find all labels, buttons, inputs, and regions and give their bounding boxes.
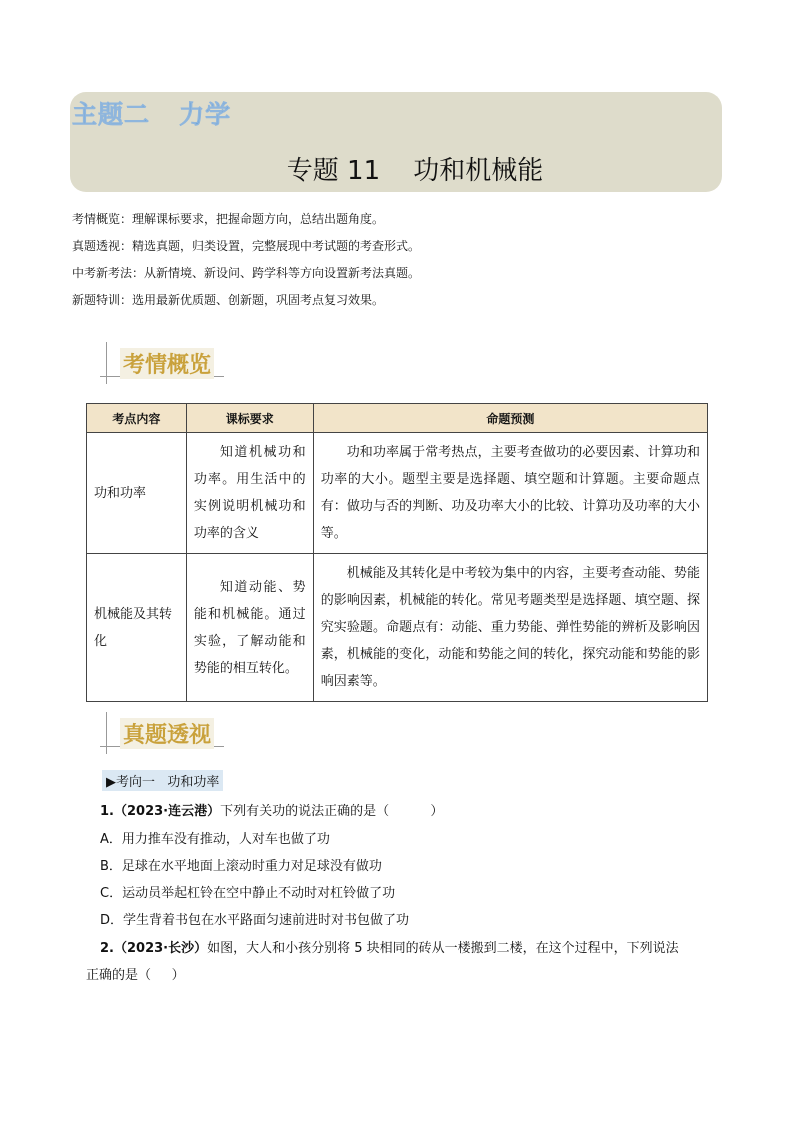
question-2 [100,937,679,956]
table-header-row [87,404,708,433]
requirement-cell: 知道动能、势能和机械能。通过实验，了解动能和势能的相互转化。 [186,554,313,702]
topic-cell: 功和功率 [87,433,187,554]
column-header: 课标要求 [186,404,313,433]
question-stem-continued: 正确的是（ ） [86,968,185,983]
question-stem: 下列有关功的说法正确的是（ ） [220,804,444,819]
theme-title: 主题二 力学 [72,100,232,129]
column-header: 考点内容 [87,404,187,433]
topic-cell: 机械能及其转化 [87,554,187,702]
requirement-cell: 知道机械功和功率。用生活中的实例说明机械功和功率的含义 [186,433,313,554]
intro-line: 考情概览：理解课标要求，把握命题方向，总结出题角度。 [72,212,385,226]
intro-line: 新题特训：选用最新优质题、创新题，巩固考点复习效果。 [72,293,385,307]
option-a: A．用力推车没有推动，人对车也做了功 [100,832,330,847]
question-number: 1. [100,804,114,819]
intro-line: 真题透视：精选真题，归类设置，完整展现中考试题的考查形式。 [72,239,421,253]
intro-block [72,206,420,314]
option-b: B．足球在水平地面上滚动时重力对足球没有做功 [100,859,382,874]
section-title: 真题透视 [120,718,214,749]
question-source: （2023·长沙） [113,941,208,956]
question-number: 2. [100,941,114,956]
prediction-cell: 机械能及其转化是中考较为集中的内容，主要考查动能、势能的影响因素，机械能的转化。常见考题类型是选择题、填空题、探究实验题。命题点有：动能、重力势能、弹性势能的辨析及影响因素，机械能的变化，动能和势能之间的转化，探究动能和势能的影响因素等。 [313,554,707,702]
table-row [87,554,708,702]
header-divider [106,712,107,754]
header-divider [106,342,107,384]
intro-line: 中考新考法：从新情境、新设问、跨学科等方向设置新考法真题。 [72,266,421,280]
section-header-overview [100,342,230,388]
option-d: D．学生背着书包在水平路面匀速前进时对书包做了功 [100,913,410,928]
column-header: 命题预测 [313,404,707,433]
topic-tag: ▶考向一 功和功率 [102,770,223,791]
exam-overview-table [86,403,708,702]
chapter-title: 专题 11 功和机械能 [286,156,544,186]
question-source: （2023·连云港） [113,804,221,819]
section-header-real-exam [100,712,230,758]
table-row [87,433,708,554]
question-stem: 如图，大人和小孩分别将 5 块相同的砖从一楼搬到二楼，在这个过程中，下列说法 [207,941,679,956]
option-c: C．运动员举起杠铃在空中静止不动时对杠铃做了功 [100,886,396,901]
question-1 [100,800,443,819]
section-title: 考情概览 [120,348,214,379]
prediction-cell: 功和功率属于常考热点，主要考查做功的必要因素、计算功和功率的大小。题型主要是选择题、填空题和计算题。主要命题点有：做功与否的判断、功及功率大小的比较、计算功及功率的大小等。 [313,433,707,554]
